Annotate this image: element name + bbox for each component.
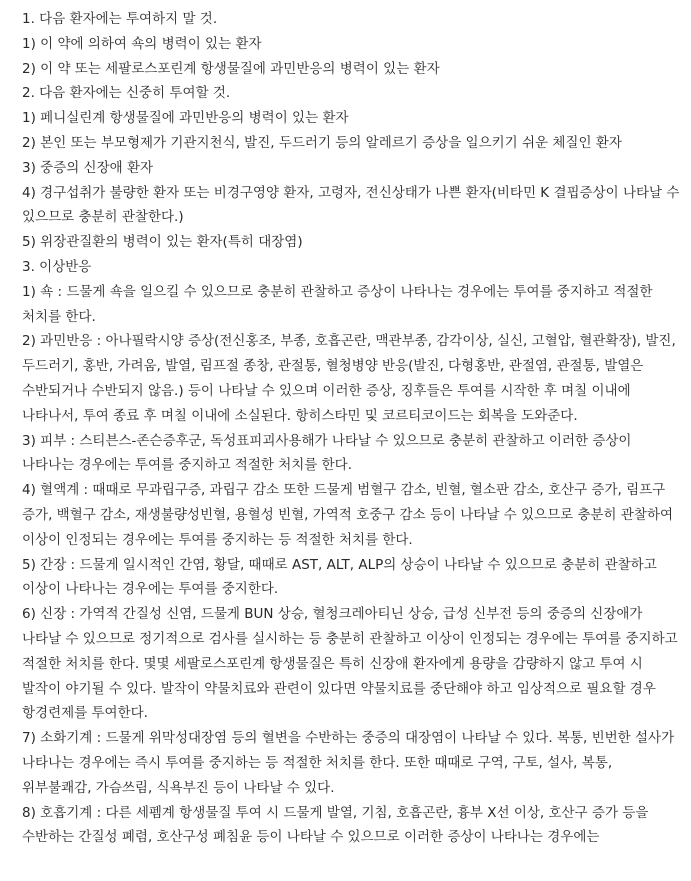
list-item: 5) 간장 : 드물게 일시적인 간염, 황달, 때때로 AST, ALT, ALP의 상승이 나타날 수 있으므로 충분히 관찰하고 이상이 나타나는 경우에는 투여를 중지한다. <box>22 556 657 598</box>
list-item: 1) 쇽 : 드물게 쇽을 일으킬 수 있으므로 충분히 관찰하고 증상이 나타나는 경우에는 투여를 중지하고 적절한 처치를 한다. <box>22 283 653 325</box>
list-item: 2) 과민반응 : 아나필락시양 증상(전신홍조, 부종, 호흡곤란, 맥관부종, 감각이상, 실신, 고혈압, 혈관확장), 발진, 두드러기, 홍반, 가려움, 발열, 림프절 종창, 관절통, 혈청병양 반응(발진, 다형홍반, 관절염, 관절통, 발열은 수반되거나 수반되지 않음.) 등이 나타날 수 있으며 이러한 증상, 징후들은 투여를 시작한 후 며칠 이내에 나타나서, 투여 종료 후 며칠 이내에 소실된다. 항히스타민 및 코르티코이드는 회복을 도와준다. <box>22 333 676 424</box>
list-item: 1) 페니실린계 항생물질에 과민반응의 병력이 있는 환자 <box>22 110 349 127</box>
list-item: 8) 호흡기계 : 다른 세펨계 항생물질 투여 시 드물게 발열, 기침, 호흡곤란, 흉부 X선 이상, 호산구 증가 등을 수반하는 간질성 폐렴, 호산구성 폐침윤 등이 나타날 수 있으므로 이러한 증상이 나타나는 경우에는 <box>22 804 649 846</box>
list-item: 7) 소화기계 : 드물게 위막성대장염 등의 혈변을 수반하는 중증의 대장염이 나타날 수 있다. 복통, 빈번한 설사가 나타나는 경우에는 즉시 투여를 중지하는 등 적절한 처치를 한다. 또한 때때로 구역, 구토, 설사, 복통, 위부불쾌감, 가슴쓰림, 식욕부진 등이 나타날 수 있다. <box>22 730 675 796</box>
list-item: 4) 경구섭취가 불량한 환자 또는 비경구영양 환자, 고령자, 전신상태가 나쁜 환자(비타민 K 결핍증상이 나타날 수 있으므로 충분히 관찰한다.) <box>22 184 680 226</box>
list-item: 2) 이 약 또는 세팔로스포린계 항생물질에 과민반응의 병력이 있는 환자 <box>22 60 440 77</box>
list-item: 4) 혈액계 : 때때로 무과립구증, 과립구 감소 또한 드물게 범혈구 감소, 빈혈, 혈소판 감소, 호산구 증가, 림프구 증가, 백혈구 감소, 재생불량성빈혈, 용혈성 빈혈, 가역적 호중구 감소 등이 나타날 수 있으므로 충분히 관찰하여 이상이 인정되는 경우에는 투여를 중지하는 등 적절한 처치를 한다. <box>22 482 674 548</box>
section-heading: 1. 다음 환자에는 투여하지 말 것. <box>22 11 218 27</box>
document-body <box>22 7 682 850</box>
list-item: 3) 피부 : 스티븐스-존슨증후군, 독성표피괴사용해가 나타날 수 있으므로 충분히 관찰하고 이러한 증상이 나타나는 경우에는 투여를 중지하고 적절한 처치를 한다. <box>22 432 632 474</box>
list-item: 1) 이 약에 의하여 쇽의 병력이 있는 환자 <box>22 35 262 52</box>
section-heading: 3. 이상반응 <box>22 258 92 275</box>
list-item: 5) 위장관질환의 병력이 있는 환자(특히 대장염) <box>22 234 303 251</box>
list-item: 2) 본인 또는 부모형제가 기관지천식, 발진, 두드러기 등의 알레르기 증상을 일으키기 쉬운 체질인 환자 <box>22 134 622 151</box>
list-item: 6) 신장 : 가역적 간질성 신염, 드물게 BUN 상승, 혈청크레아티닌 상승, 급성 신부전 등의 중증의 신장애가 나타날 수 있으므로 정기적으로 검사를 실시하는 등 충분히 관찰하고 이상이 인정되는 경우에는 투여를 중지하고 적절한 처치를 한다. 몇몇 세팔로스포린계 항생물질은 특히 신장애 환자에게 용량을 감량하지 않고 투여 시 발작이 야기될 수 있다. 발작이 약물치료와 관련이 있다면 약물치료를 중단해야 하고 임상적으로 필요할 경우 항경련제를 투여한다. <box>22 606 678 722</box>
list-item: 3) 중증의 신장애 환자 <box>22 159 154 176</box>
section-heading: 2. 다음 환자에는 신중히 투여할 것. <box>22 85 231 102</box>
